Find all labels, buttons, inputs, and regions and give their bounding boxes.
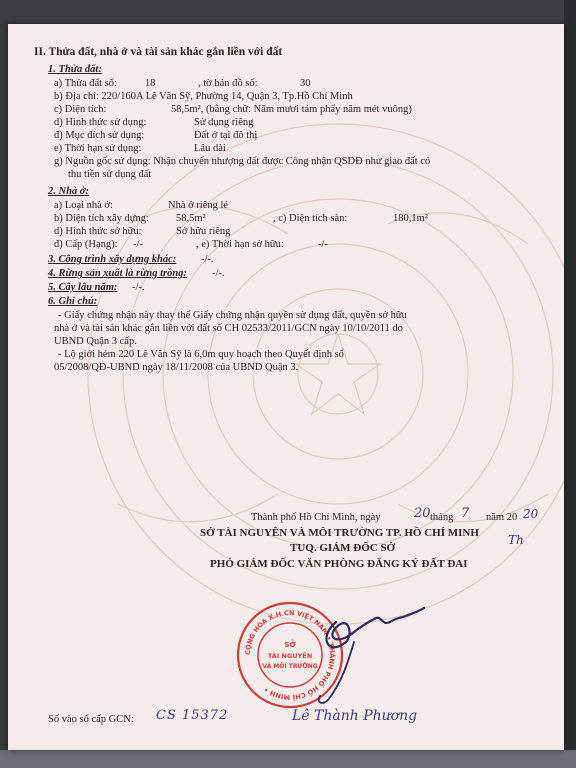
house-type-value: Nhà ở riêng lẻ <box>168 200 229 211</box>
stamp-center-line: TÀI NGUYÊN <box>267 652 313 660</box>
registry-label: Số vào sổ cấp GCN: <box>48 714 134 725</box>
floor-area-value: 180,1m² <box>393 213 428 224</box>
parcel-label: a) Thửa đất số: <box>54 78 117 89</box>
address: b) Địa chỉ: 220/160A Lê Văn Sỹ, Phường 14, Quận 3, Tp.Hồ Chí Minh <box>54 91 353 102</box>
item-3-value: -/-. <box>201 254 214 265</box>
background-right <box>564 0 576 768</box>
authority-name: SỞ TÀI NGUYÊN VÀ MÔI TRƯỜNG TP. HỒ CHÍ MINH <box>200 527 479 539</box>
origin-line-1: g) Nguồn gốc sử dụng: Nhận chuyển nhượng đất được Công nhận QSDĐ như giao đất có <box>54 156 431 167</box>
handwritten-initials: Th <box>508 533 524 547</box>
item-3-heading: 3. Công trình xây dựng khác: <box>48 254 177 265</box>
area-label: c) Diện tích: <box>54 104 107 115</box>
build-area-value: 58,5m² <box>176 213 206 224</box>
date-prefix: Thành phố Hồ Chí Minh, ngày <box>251 512 381 523</box>
map-label: , tờ bản đồ số: <box>198 78 258 89</box>
note-line: - Lộ giới hẻm 220 Lê Văn Sỹ là 6,0m quy hoạch theo Quyết định số <box>58 349 344 360</box>
term-value: Lâu dài <box>194 143 226 154</box>
month-label: tháng <box>430 512 454 523</box>
level-label: đ) Cấp (Hạng): <box>54 239 118 250</box>
level-value: -/- <box>133 239 143 250</box>
origin-line-2: thu tiền sử dụng đất <box>68 169 152 180</box>
background-top <box>0 0 576 24</box>
stamp-center-line: VÀ MÔI TRƯỜNG <box>262 663 318 670</box>
background-bottom <box>0 750 576 768</box>
own-term-label: , e) Thời hạn sở hữu: <box>196 239 284 250</box>
item-4-heading: 4. Rừng sản xuất là rừng trồng: <box>48 268 187 279</box>
term-label: e) Thời hạn sử dụng: <box>54 143 142 154</box>
build-area-label: b) Diện tích xây dựng: <box>54 213 149 224</box>
stamp-center-line: SỞ <box>284 641 296 649</box>
item-4-value: -/-. <box>212 268 225 279</box>
note-line: nhà ở và tài sản khác gắn liền với đất số CH 02533/2011/GCN ngày 10/10/2011 do <box>54 323 403 334</box>
section-title: II. Thửa đất, nhà ở và tài sản khác gắn liền với đất <box>34 46 283 58</box>
land-heading: 1. Thửa đất: <box>48 64 102 75</box>
own-form-label: d) Hình thức sở hữu: <box>54 226 142 237</box>
handwritten-signature <box>258 582 438 712</box>
house-type-label: a) Loại nhà ở: <box>54 200 113 211</box>
own-form-value: Sở hữu riêng <box>176 226 231 237</box>
purpose-label: đ) Mục đích sử dụng: <box>54 130 145 141</box>
signer-name: Lê Thành Phương <box>292 708 418 724</box>
use-form-label: d) Hình thức sử dụng: <box>54 117 147 128</box>
registry-number: CS 15372 <box>156 708 229 723</box>
note-line: - Giấy chứng nhận này thay thế Giấy chứng nhận quyền sử dụng đất, quyền sở hữu <box>58 310 407 321</box>
map-number: 30 <box>300 78 311 89</box>
item-5-value: -/-. <box>132 282 145 293</box>
parcel-number: 18 <box>145 78 156 89</box>
note-line: 05/2008/QĐ-UBND ngày 18/11/2008 của UBND Quận 3. <box>54 362 299 373</box>
tuq-line: TUQ. GIÁM ĐỐC SỞ <box>290 542 396 554</box>
deputy-title: PHÓ GIÁM ĐỐC VĂN PHÒNG ĐĂNG KÝ ĐẤT ĐAI <box>210 558 468 570</box>
area-value: 58,5m², (bằng chữ: Năm mươi tám phẩy năm mét vuông) <box>171 104 412 115</box>
own-term-value: -/- <box>318 239 328 250</box>
notes-heading: 6. Ghi chú: <box>48 296 98 307</box>
year-label: năm 20 <box>486 512 518 523</box>
stamp-ring-text: CỘNG HÒA X.H.CN VIỆT NAM • THÀNH PHỐ HỒ CHÍ MINH • <box>243 608 337 702</box>
year-suffix: 20 <box>523 507 539 521</box>
note-line: UBND Quận 3 cấp. <box>54 336 137 347</box>
certificate-page <box>8 24 564 750</box>
item-5-heading: 5. Cây lâu năm: <box>48 282 118 293</box>
house-heading: 2. Nhà ở: <box>48 186 89 197</box>
date-day: 20 <box>414 506 431 521</box>
floor-area-label: , c) Diện tích sàn: <box>273 213 348 224</box>
use-form-value: Sử dụng riêng <box>194 117 254 128</box>
date-month: 7 <box>461 506 470 521</box>
purpose-value: Đất ở tại đô thị <box>194 130 258 141</box>
